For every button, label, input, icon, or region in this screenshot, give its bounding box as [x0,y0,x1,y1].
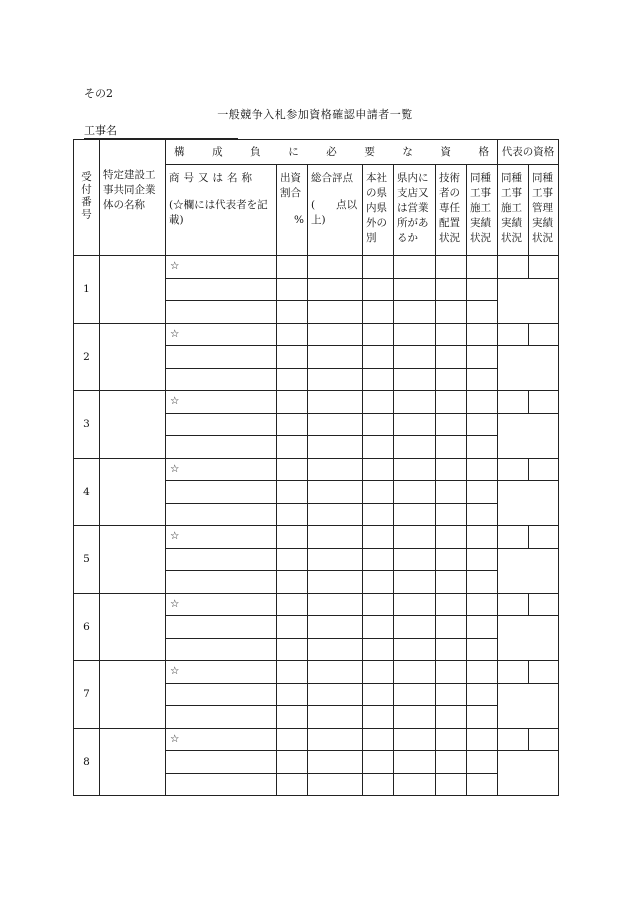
data-cell[interactable] [394,503,436,526]
data-cell[interactable] [394,323,436,346]
data-cell[interactable] [467,571,498,594]
data-cell[interactable] [308,481,363,504]
rep-same-work-cell[interactable] [498,526,529,549]
data-cell[interactable] [436,503,467,526]
jv-name-cell[interactable] [100,458,166,526]
data-cell[interactable] [277,323,308,346]
data-cell[interactable] [394,458,436,481]
data-cell[interactable] [467,256,498,279]
rep-same-work-header: 同種工事施工実績状況 [498,165,529,256]
data-cell[interactable] [394,661,436,684]
table-row [74,256,559,279]
data-cell[interactable] [308,773,363,796]
data-cell[interactable] [394,526,436,549]
data-cell[interactable] [363,391,394,414]
data-cell[interactable] [394,751,436,774]
data-cell[interactable] [436,256,467,279]
data-cell[interactable] [467,436,498,459]
data-cell[interactable] [363,728,394,751]
data-cell[interactable] [363,413,394,436]
trade-name-cell[interactable] [166,301,277,324]
trade-name-cell[interactable] [166,638,277,661]
rep-mgmt-cell[interactable] [529,458,559,481]
data-cell[interactable] [277,436,308,459]
rep-blank-cell [498,616,559,661]
data-cell[interactable] [394,593,436,616]
table-row [74,593,559,616]
trade-name-cell[interactable] [166,616,277,639]
data-cell[interactable] [277,616,308,639]
data-cell[interactable] [436,368,467,391]
data-cell[interactable] [394,773,436,796]
trade-name-cell[interactable] [166,683,277,706]
data-cell[interactable] [436,683,467,706]
data-cell[interactable] [467,728,498,751]
data-cell[interactable] [467,773,498,796]
data-cell[interactable] [436,481,467,504]
receipt-number: 3 [74,391,100,459]
trade-name-cell[interactable] [166,368,277,391]
representative-qual-header: 代表の資格 [498,140,559,165]
data-cell[interactable] [277,481,308,504]
data-cell[interactable] [363,323,394,346]
data-cell[interactable] [467,346,498,369]
data-cell[interactable] [363,571,394,594]
data-cell[interactable] [277,571,308,594]
data-cell[interactable] [436,706,467,729]
receipt-number: 1 [74,256,100,324]
data-cell[interactable] [467,413,498,436]
rep-mgmt-cell[interactable] [529,526,559,549]
data-cell[interactable] [363,346,394,369]
data-cell[interactable] [277,526,308,549]
data-cell[interactable] [308,728,363,751]
data-cell[interactable] [277,503,308,526]
data-cell[interactable] [277,391,308,414]
data-cell[interactable] [277,751,308,774]
trade-name-cell[interactable] [166,751,277,774]
data-cell[interactable] [277,683,308,706]
trade-name-cell[interactable] [166,413,277,436]
data-cell[interactable] [308,548,363,571]
jv-name-cell[interactable] [100,256,166,324]
data-cell[interactable] [436,526,467,549]
data-cell[interactable] [436,593,467,616]
data-cell[interactable] [436,413,467,436]
required-qual-header: 構 成 負 に 必 要 な 資 格 [166,140,498,165]
data-cell[interactable] [363,683,394,706]
receipt-number: 2 [74,323,100,391]
data-cell[interactable] [308,368,363,391]
data-cell[interactable] [363,301,394,324]
data-cell[interactable] [308,503,363,526]
jv-name-cell[interactable] [100,323,166,391]
data-cell[interactable] [308,458,363,481]
data-cell[interactable] [277,278,308,301]
data-cell[interactable] [277,346,308,369]
data-cell[interactable] [467,458,498,481]
data-cell[interactable] [467,481,498,504]
data-cell[interactable] [308,661,363,684]
data-cell[interactable] [394,256,436,279]
data-cell[interactable] [436,661,467,684]
data-cell[interactable] [308,278,363,301]
data-cell[interactable] [277,773,308,796]
data-cell[interactable] [308,751,363,774]
jv-name-cell[interactable] [100,526,166,594]
data-cell[interactable] [467,616,498,639]
trade-name-cell[interactable]: ☆ [166,256,277,279]
data-cell[interactable] [467,683,498,706]
data-cell[interactable] [436,301,467,324]
rep-mgmt-cell[interactable] [529,728,559,751]
data-cell[interactable] [363,661,394,684]
data-cell[interactable] [394,436,436,459]
data-cell[interactable] [436,323,467,346]
trade-name-cell[interactable] [166,436,277,459]
data-cell[interactable] [436,773,467,796]
jv-name-cell[interactable] [100,391,166,459]
data-cell[interactable] [394,391,436,414]
trade-name-cell[interactable]: ☆ [166,458,277,481]
applicant-table [73,139,559,796]
data-cell[interactable] [394,728,436,751]
trade-name-cell[interactable] [166,481,277,504]
data-cell[interactable] [277,706,308,729]
rep-blank-cell [498,278,559,323]
rep-mgmt-cell[interactable] [529,323,559,346]
rep-same-work-cell[interactable] [498,256,529,279]
rep-same-work-cell[interactable] [498,661,529,684]
trade-name-cell[interactable] [166,706,277,729]
data-cell[interactable] [394,571,436,594]
trade-name-cell[interactable] [166,346,277,369]
data-cell[interactable] [277,368,308,391]
rep-same-work-cell[interactable] [498,391,529,414]
rep-same-work-cell[interactable] [498,593,529,616]
work-name-field[interactable] [84,124,238,139]
trade-name-cell[interactable] [166,571,277,594]
data-cell[interactable] [467,706,498,729]
data-cell[interactable] [467,368,498,391]
data-cell[interactable] [308,436,363,459]
data-cell[interactable] [436,728,467,751]
trade-name-cell[interactable]: ☆ [166,323,277,346]
data-cell[interactable] [363,481,394,504]
data-cell[interactable] [363,593,394,616]
data-cell[interactable] [363,773,394,796]
rep-mgmt-cell[interactable] [529,391,559,414]
rep-blank-cell [498,481,559,526]
data-cell[interactable] [308,593,363,616]
data-cell[interactable] [308,413,363,436]
data-cell[interactable] [394,683,436,706]
trade-name-cell[interactable]: ☆ [166,526,277,549]
trade-name-cell[interactable]: ☆ [166,391,277,414]
data-cell[interactable] [436,278,467,301]
data-cell[interactable] [308,301,363,324]
table-row [74,661,559,684]
rep-mgmt-header: 同種工事管理実績状況 [529,165,559,256]
document-number: その2 [84,87,113,100]
data-cell[interactable] [394,301,436,324]
data-cell[interactable] [363,706,394,729]
data-cell[interactable] [308,256,363,279]
trade-name-cell[interactable]: ☆ [166,661,277,684]
data-cell[interactable] [308,616,363,639]
data-cell[interactable] [308,323,363,346]
data-cell[interactable] [394,346,436,369]
data-cell[interactable] [394,413,436,436]
table-row [74,728,559,751]
data-cell[interactable] [394,368,436,391]
data-cell[interactable] [308,391,363,414]
data-cell[interactable] [363,526,394,549]
data-cell[interactable] [363,368,394,391]
trade-name-cell[interactable]: ☆ [166,593,277,616]
trade-name-header: 商号又は名称 (☆欄には代表者を記載) [166,165,277,256]
rep-blank-cell [498,548,559,593]
data-cell[interactable] [394,548,436,571]
data-cell[interactable] [436,616,467,639]
data-cell[interactable] [436,548,467,571]
data-cell[interactable] [308,526,363,549]
rep-mgmt-cell[interactable] [529,256,559,279]
table-row [74,458,559,481]
table-row [74,391,559,414]
data-cell[interactable] [363,548,394,571]
trade-name-cell[interactable]: ☆ [166,728,277,751]
data-cell[interactable] [436,571,467,594]
data-cell[interactable] [436,638,467,661]
data-cell[interactable] [308,571,363,594]
data-cell[interactable] [467,278,498,301]
data-cell[interactable] [308,706,363,729]
data-cell[interactable] [277,593,308,616]
data-cell[interactable] [363,458,394,481]
data-cell[interactable] [436,346,467,369]
table-row [74,526,559,549]
jv-name-cell[interactable] [100,661,166,729]
trade-name-cell[interactable] [166,548,277,571]
hq-header: 本社の県内県外の別 [363,165,394,256]
rep-blank-cell [498,346,559,391]
data-cell[interactable] [436,458,467,481]
receipt-number: 4 [74,458,100,526]
trade-name-cell[interactable] [166,278,277,301]
rep-same-work-cell[interactable] [498,323,529,346]
data-cell[interactable] [467,301,498,324]
rep-blank-cell [498,751,559,796]
data-cell[interactable] [394,706,436,729]
engineer-header: 技術者の専任配置状況 [436,165,467,256]
receipt-number: 6 [74,593,100,661]
jv-name-header: 特定建設工事共同企業体の名称 [100,140,166,256]
data-cell[interactable] [363,278,394,301]
data-cell[interactable] [277,728,308,751]
same-work-header: 同種工事施工実績状況 [467,165,498,256]
trade-name-cell[interactable] [166,773,277,796]
table-row [74,323,559,346]
data-cell[interactable] [363,436,394,459]
data-cell[interactable] [277,301,308,324]
document-title: 一般競争入札参加資格確認申請者一覧 [217,108,413,121]
rep-same-work-cell[interactable] [498,728,529,751]
data-cell[interactable] [394,638,436,661]
branch-header: 県内に支店又は営業所があるか [394,165,436,256]
data-cell[interactable] [467,323,498,346]
investment-header: 出資割合 % [277,165,308,256]
data-cell[interactable] [394,616,436,639]
data-cell[interactable] [394,278,436,301]
receipt-number: 5 [74,526,100,594]
receipt-number: 8 [74,728,100,796]
data-cell[interactable] [363,616,394,639]
data-cell[interactable] [363,751,394,774]
data-cell[interactable] [277,458,308,481]
data-cell[interactable] [308,346,363,369]
data-cell[interactable] [277,548,308,571]
data-cell[interactable] [467,503,498,526]
score-header: 総合評点 ( 点以上) [308,165,363,256]
data-cell[interactable] [467,391,498,414]
data-cell[interactable] [436,751,467,774]
data-cell[interactable] [277,413,308,436]
rep-blank-cell [498,413,559,458]
receipt-number: 7 [74,661,100,729]
data-cell[interactable] [308,638,363,661]
data-cell[interactable] [363,638,394,661]
data-cell[interactable] [363,256,394,279]
data-cell[interactable] [467,638,498,661]
data-cell[interactable] [467,661,498,684]
data-cell[interactable] [467,548,498,571]
data-cell[interactable] [436,391,467,414]
data-cell[interactable] [363,503,394,526]
jv-name-cell[interactable] [100,728,166,796]
work-name-label: 工事名 [84,124,117,137]
rep-mgmt-cell[interactable] [529,661,559,684]
data-cell[interactable] [467,593,498,616]
rep-same-work-cell[interactable] [498,458,529,481]
data-cell[interactable] [467,751,498,774]
receipt-no-header: 受付番号 [74,140,100,256]
data-cell[interactable] [277,661,308,684]
data-cell[interactable] [394,481,436,504]
data-cell[interactable] [467,526,498,549]
data-cell[interactable] [277,256,308,279]
rep-mgmt-cell[interactable] [529,593,559,616]
trade-name-cell[interactable] [166,503,277,526]
data-cell[interactable] [436,436,467,459]
rep-blank-cell [498,683,559,728]
jv-name-cell[interactable] [100,593,166,661]
data-cell[interactable] [308,683,363,706]
data-cell[interactable] [277,638,308,661]
